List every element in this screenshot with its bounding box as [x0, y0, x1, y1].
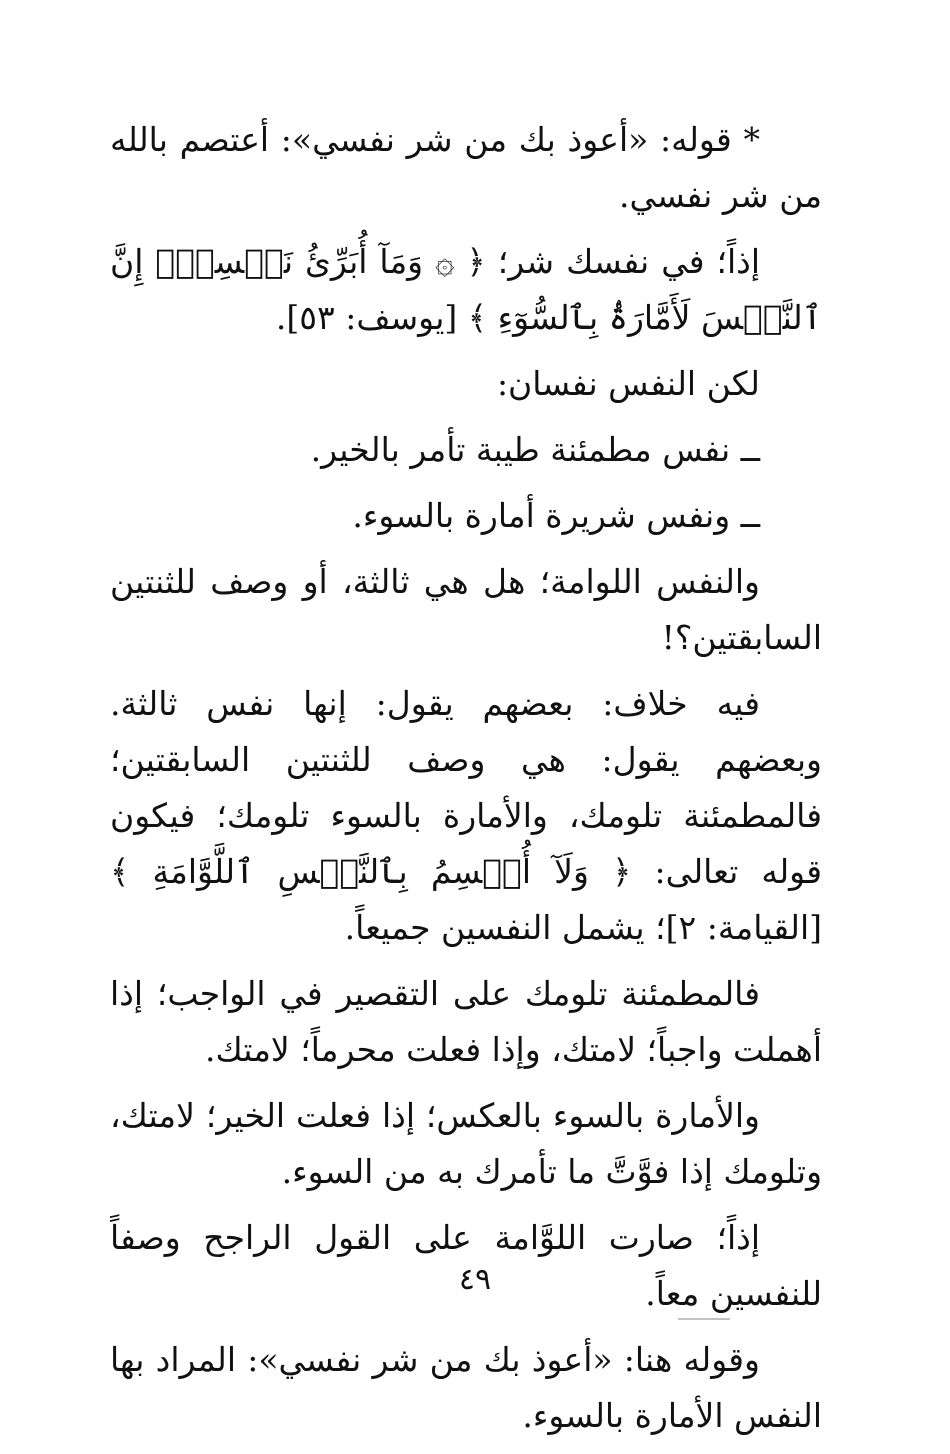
paragraph-8: فالمطمئنة تلومك على التقصير في الواجب؛ إذا أهملت واجباً؛ لامتك، وإذا فعلت محرماً؛ لامتك.: [110, 974, 822, 1069]
paragraph-3: لكن النفس نفسان:: [496, 364, 760, 403]
paragraph-10: إذاً؛ صارت اللوَّامة على القول الراجح وصفاً للنفسين معاً.: [110, 1218, 822, 1313]
page-body: [110, 112, 822, 1454]
paragraph-4: ــ نفس مطمئنة طيبة تأمر بالخير.: [310, 430, 760, 469]
paragraph-1: * قوله: «أعوذ بك من شر نفسي»: أعتصم بالله من شر نفسي.: [110, 120, 822, 215]
paragraph-9: والأمارة بالسوء بالعكس؛ إذا فعلت الخير؛ لامتك، وتلومك إذا فوَّتَّ ما تأمرك به من السوء.: [110, 1096, 822, 1191]
paragraph-11: وقوله هنا: «أعوذ بك من شر نفسي»: المراد بها النفس الأمارة بالسوء.: [110, 1340, 822, 1435]
page-number: ٤٩: [458, 1262, 492, 1297]
paragraph-2: إذاً؛ في نفسك شر؛ ﴿ ۞ وَمَآ أُبَرِّئُ نَفۡسِيٓۚ إِنَّ ٱلنَّفۡسَ لَأَمَّارَةُۢ بِٱلسُّوٓءِ ﴾ [يوسف: ٥٣].: [110, 242, 822, 337]
paragraph-5: ــ ونفس شريرة أمارة بالسوء.: [352, 496, 760, 535]
paragraph-6: والنفس اللوامة؛ هل هي ثالثة، أو وصف للثنتين السابقتين؟!: [110, 562, 822, 657]
paragraph-7: فيه خلاف: بعضهم يقول: إنها نفس ثالثة. وبعضهم يقول: هي وصف للثنتين السابقتين؛ فالمطمئنة تلومك، والأمارة بالسوء تلومك؛ فيكون قوله تعالى: ﴿ وَلَآ أُقۡسِمُ بِٱلنَّفۡسِ ٱللَّوَّامَةِ ﴾ [القيامة: ٢]؛ يشمل النفسين جميعاً.: [110, 684, 822, 947]
scan-mark: [678, 1318, 730, 1320]
